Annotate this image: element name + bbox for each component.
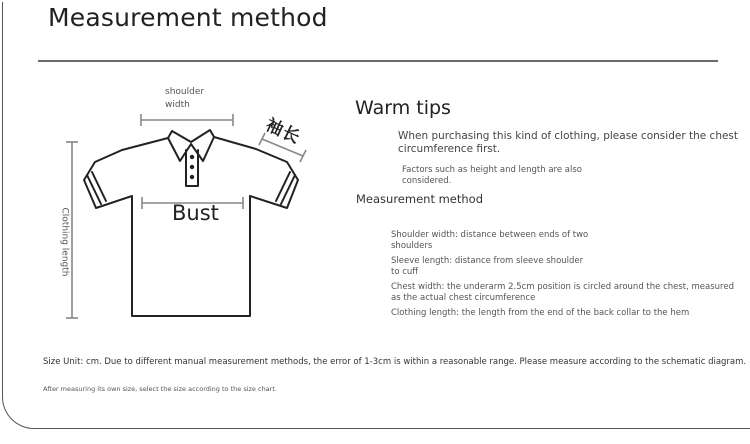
size-unit-note: Size Unit: cm. Due to different manual measurement methods, the error of 1-3cm is within a reasonable range. Please measure according to the schematic diagram.: [43, 357, 747, 367]
warm-tips-paragraph: When purchasing this kind of clothing, please consider the chest circumference first.: [398, 130, 739, 155]
method-item-shoulder: Shoulder width: distance between ends of two shoulders: [391, 230, 589, 251]
polo-shirt-illustration: [0, 0, 360, 340]
size-chart-note: After measuring its own size, select the size according to the size chart.: [43, 385, 277, 393]
shirt-body-outline: [84, 137, 298, 316]
right-cuff-inner: [276, 172, 290, 201]
measurement-method-title: Measurement method: [356, 192, 484, 206]
warm-tips-title: Warm tips: [355, 97, 451, 119]
shoulder-width-label: shoulder width: [165, 87, 205, 110]
method-item-sleeve: Sleeve length: distance from sleeve shoulder to cuff: [391, 256, 584, 277]
clothing-length-label: Clothing length: [59, 207, 70, 277]
shirt-button: [190, 155, 194, 159]
page-title: Measurement method: [48, 3, 328, 32]
polo-shirt-diagram: [0, 0, 360, 340]
bust-label: Bust: [172, 201, 219, 225]
shirt-button: [190, 175, 194, 179]
left-cuff-inner: [92, 172, 106, 201]
shirt-button: [190, 165, 194, 169]
right-cuff: [281, 175, 295, 204]
method-item-length: Clothing length: the length from the end of the back collar to the hem: [391, 308, 690, 318]
method-item-chest: Chest width: the underarm 2.5cm position is circled around the chest, measured as the actual chest circumference: [391, 282, 734, 303]
warm-tips-note: Factors such as height and length are also considered.: [402, 165, 582, 186]
sleeve-length-label: 袖长: [262, 115, 304, 149]
